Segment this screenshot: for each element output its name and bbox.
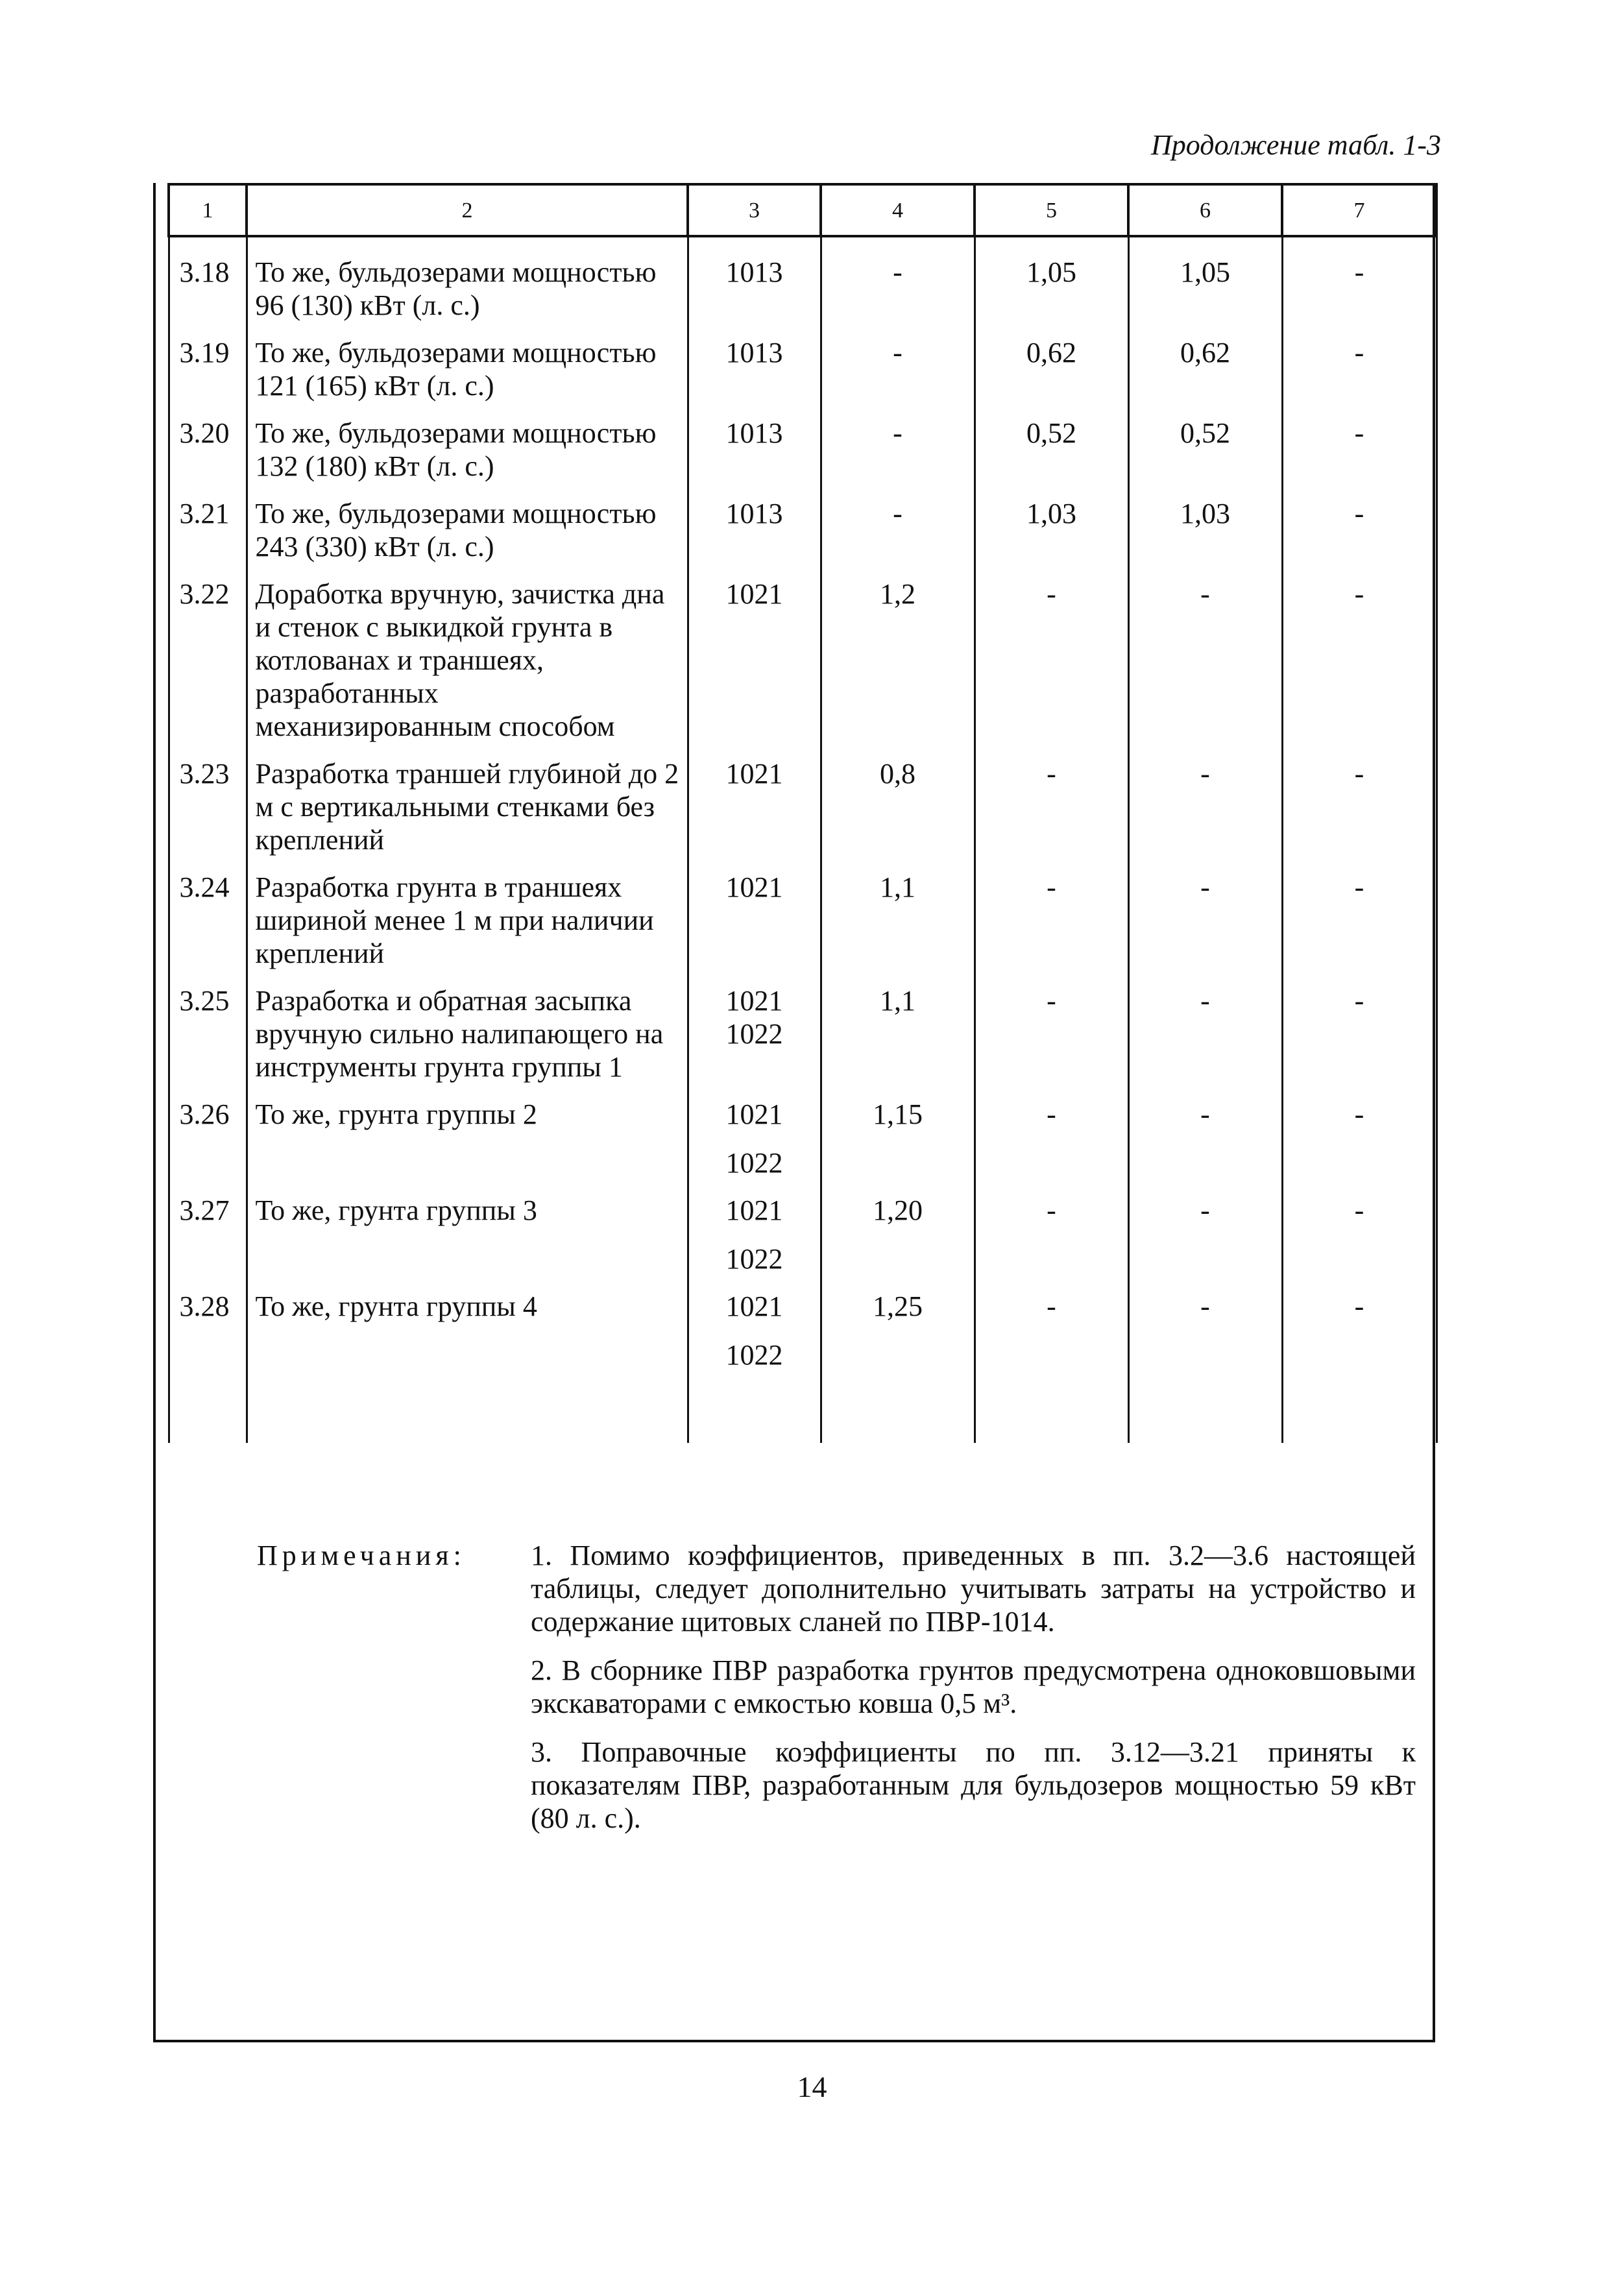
row-number: 3.20 — [169, 402, 247, 483]
row-number: 3.23 — [169, 743, 247, 856]
header-col-1: 1 — [169, 184, 247, 236]
row-col-4: 1,2 — [821, 563, 975, 743]
row-code: 1021 — [725, 1194, 783, 1226]
row-description: Разработка грунта в траншеях шириной менее 1 м при наличии креплений — [247, 856, 688, 970]
row-number: 3.21 — [169, 483, 247, 563]
row-col-6: - — [1128, 1179, 1282, 1275]
row-col-6: 1,03 — [1128, 483, 1282, 563]
row-col-7: - — [1282, 402, 1436, 483]
row-code: 1021 — [725, 985, 783, 1017]
row-col-6: - — [1128, 856, 1282, 970]
row-col-7: - — [1282, 856, 1436, 970]
row-code: 1021 — [725, 758, 783, 790]
row-description: То же, бульдозерами мощностью 96 (130) кВт (л. с.) — [247, 236, 688, 322]
page-number: 14 — [797, 2070, 827, 2103]
row-number: 3.18 — [169, 236, 247, 322]
row-description: То же, грунта группы 4 — [247, 1275, 688, 1372]
row-col-5: - — [975, 1179, 1128, 1275]
row-code: 1021 — [725, 578, 783, 610]
row-code: 1022 — [725, 1339, 783, 1371]
note-item: 3. Поправочные коэффициенты по пп. 3.12—3.21 приняты к показателям ПВР, разработанным для бульдозеров мощностью 59 кВт (80 л. с.). — [531, 1736, 1416, 1834]
row-codes — [688, 1275, 821, 1372]
table-header-row — [169, 184, 1436, 236]
row-col-4: 0,8 — [821, 743, 975, 856]
row-col-7: - — [1282, 1275, 1436, 1372]
row-codes — [688, 483, 821, 563]
row-col-5: 1,03 — [975, 483, 1128, 563]
notes-label: Примечания: — [257, 1540, 466, 1571]
row-description: То же, грунта группы 2 — [247, 1083, 688, 1179]
row-code: 1022 — [725, 1018, 783, 1050]
row-col-6: 0,52 — [1128, 402, 1282, 483]
coefficients-table — [167, 183, 1438, 1443]
row-col-6: - — [1128, 1275, 1282, 1372]
row-col-7: - — [1282, 743, 1436, 856]
row-col-7: - — [1282, 563, 1436, 743]
table-empty-space — [169, 1372, 1436, 1443]
row-code: 1021 — [725, 1290, 783, 1322]
table-row — [169, 402, 1436, 483]
table-row — [169, 1179, 1436, 1275]
row-col-6: - — [1128, 1083, 1282, 1179]
row-number: 3.19 — [169, 322, 247, 402]
row-col-5: - — [975, 970, 1128, 1083]
row-codes — [688, 856, 821, 970]
row-col-5: 1,05 — [975, 236, 1128, 322]
row-code: 1013 — [725, 256, 783, 288]
row-codes — [688, 1179, 821, 1275]
row-col-6: - — [1128, 563, 1282, 743]
row-code: 1021 — [725, 871, 783, 903]
header-col-5: 5 — [975, 184, 1128, 236]
row-code: 1021 — [725, 1098, 783, 1130]
row-col-5: 0,62 — [975, 322, 1128, 402]
row-col-4: 1,1 — [821, 856, 975, 970]
row-col-4: - — [821, 322, 975, 402]
row-col-6: 0,62 — [1128, 322, 1282, 402]
row-code: 1013 — [725, 337, 783, 369]
header-col-2: 2 — [247, 184, 688, 236]
row-description: То же, грунта группы 3 — [247, 1179, 688, 1275]
row-col-4: 1,25 — [821, 1275, 975, 1372]
table-row — [169, 856, 1436, 970]
row-col-4: 1,1 — [821, 970, 975, 1083]
table-row — [169, 322, 1436, 402]
row-number: 3.22 — [169, 563, 247, 743]
row-col-6: - — [1128, 743, 1282, 856]
row-col-5: - — [975, 563, 1128, 743]
note-item: 1. Помимо коэффициентов, приведенных в пп. 3.2—3.6 настоящей таблицы, следует дополнительно учитывать затраты на устройство и содержание щитовых сланей по ПВР-1014. — [531, 1540, 1416, 1638]
table-row — [169, 743, 1436, 856]
row-codes — [688, 322, 821, 402]
row-col-6: 1,05 — [1128, 236, 1282, 322]
row-description: Разработка траншей глубиной до 2 м с вертикальными стенками без креплений — [247, 743, 688, 856]
row-code: 1022 — [725, 1243, 783, 1275]
table-body — [169, 236, 1436, 1443]
row-col-5: - — [975, 743, 1128, 856]
row-codes — [688, 1083, 821, 1179]
row-code: 1013 — [725, 417, 783, 449]
header-col-4: 4 — [821, 184, 975, 236]
row-col-7: - — [1282, 236, 1436, 322]
table-row — [169, 1083, 1436, 1179]
row-number: 3.26 — [169, 1083, 247, 1179]
row-col-5: 0,52 — [975, 402, 1128, 483]
row-code: 1013 — [725, 498, 783, 529]
note-item: 2. В сборнике ПВР разработка грунтов предусмотрена одноковшовыми экскаваторами с емкостью ковша 0,5 м³. — [531, 1654, 1416, 1719]
row-col-5: - — [975, 856, 1128, 970]
row-description: То же, бульдозерами мощностью 132 (180) кВт (л. с.) — [247, 402, 688, 483]
row-col-5: - — [975, 1083, 1128, 1179]
row-col-4: - — [821, 483, 975, 563]
row-codes — [688, 743, 821, 856]
row-description: То же, бульдозерами мощностью 121 (165) кВт (л. с.) — [247, 322, 688, 402]
row-col-4: 1,20 — [821, 1179, 975, 1275]
table-row — [169, 1275, 1436, 1372]
table-row — [169, 970, 1436, 1083]
header-col-3: 3 — [688, 184, 821, 236]
row-col-7: - — [1282, 970, 1436, 1083]
table-continuation-label: Продолжение табл. 1-3 — [1151, 129, 1441, 161]
row-description: Разработка и обратная засыпка вручную сильно налипающего на инструменты грунта группы 1 — [247, 970, 688, 1083]
row-number: 3.27 — [169, 1179, 247, 1275]
row-number: 3.25 — [169, 970, 247, 1083]
row-code: 1022 — [725, 1147, 783, 1179]
row-number: 3.24 — [169, 856, 247, 970]
row-col-5: - — [975, 1275, 1128, 1372]
table-row — [169, 483, 1436, 563]
row-col-4: - — [821, 236, 975, 322]
row-codes — [688, 402, 821, 483]
notes-list — [531, 1539, 1416, 1835]
row-codes — [688, 563, 821, 743]
table-row — [169, 236, 1436, 322]
row-number: 3.28 — [169, 1275, 247, 1372]
row-description: Доработка вручную, зачистка дна и стенок с выкидкой грунта в котлованах и траншеях, разработанных механизированным способом — [247, 563, 688, 743]
row-codes — [688, 970, 821, 1083]
row-col-7: - — [1282, 483, 1436, 563]
header-col-6: 6 — [1128, 184, 1282, 236]
row-col-7: - — [1282, 1179, 1436, 1275]
table-row — [169, 563, 1436, 743]
row-col-4: 1,15 — [821, 1083, 975, 1179]
row-col-7: - — [1282, 322, 1436, 402]
row-col-6: - — [1128, 970, 1282, 1083]
row-codes — [688, 236, 821, 322]
row-col-4: - — [821, 402, 975, 483]
row-description: То же, бульдозерами мощностью 243 (330) кВт (л. с.) — [247, 483, 688, 563]
row-col-7: - — [1282, 1083, 1436, 1179]
notes-section — [257, 1539, 1416, 1850]
header-col-7: 7 — [1282, 184, 1436, 236]
